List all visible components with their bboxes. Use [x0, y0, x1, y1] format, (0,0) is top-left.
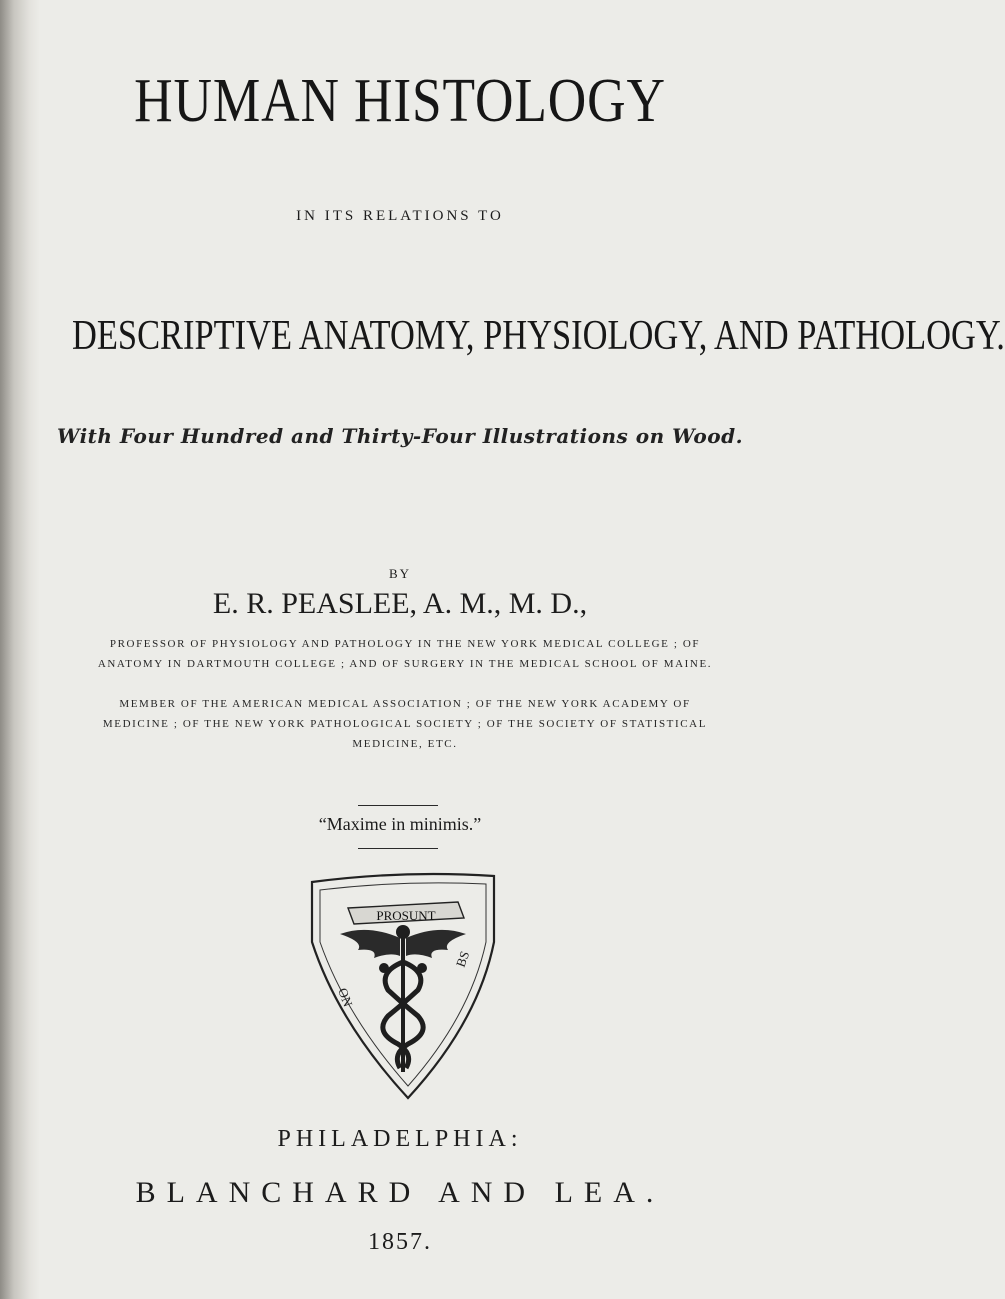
- caduceus-shield-icon: [308, 872, 498, 1102]
- imprint-year: 1857.: [368, 1229, 432, 1255]
- illustrations-note: With Four Hundred and Thirty-Four Illustrations on Wood.: [56, 424, 744, 448]
- book-title: HUMAN HISTOLOGY: [134, 67, 666, 135]
- author-memberships: MEMBER OF THE AMERICAN MEDICAL ASSOCIATION ; OF THE NEW YORK ACADEMY OF MEDICINE ; OF THE NEW YORK PATHOLOGICAL SOCIETY ; OF THE SOCIETY OF STATISTICAL MEDICINE, ETC.: [102, 698, 708, 750]
- divider-top: [358, 805, 438, 806]
- author-name: E. R. PEASLEE, A. M., M. D.,: [212, 587, 588, 620]
- imprint-publisher: BLANCHARD AND LEA.: [135, 1176, 665, 1209]
- by-label: BY: [388, 566, 412, 581]
- relation-line: IN ITS RELATIONS TO: [296, 208, 504, 224]
- imprint-city: PHILADELPHIA:: [277, 1126, 523, 1152]
- emblem-right-text: BS: [452, 948, 473, 970]
- book-subtitle: DESCRIPTIVE ANATOMY, PHYSIOLOGY, AND PATHOLOGY.: [72, 313, 1005, 359]
- emblem-left-text: ON: [335, 985, 356, 1009]
- author-professorships: PROFESSOR OF PHYSIOLOGY AND PATHOLOGY IN THE NEW YORK MEDICAL COLLEGE ; OF ANATOMY IN DARTMOUTH COLLEGE ; AND OF SURGERY IN THE MEDICAL SCHOOL OF MAINE.: [97, 638, 713, 670]
- divider-bottom: [358, 848, 438, 849]
- emblem-banner-text: PROSUNT: [376, 908, 436, 923]
- motto: “Maxime in minimis.”: [318, 814, 482, 834]
